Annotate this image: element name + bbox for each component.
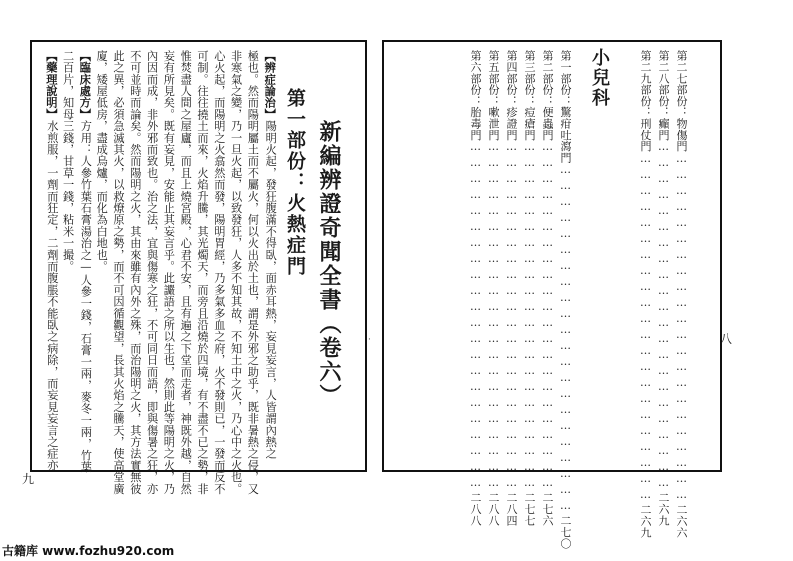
toc-page-number: 二六六 [675, 503, 688, 538]
book-title: 新編辨證奇聞全書（卷六） [316, 120, 342, 408]
toc-label: 第二八部份：癲門 [657, 50, 670, 141]
body-column: 非寒氣之變，乃一旦火起，以致發狂，人多不知其故，不知土中之火，乃心中之火也。 [229, 50, 243, 495]
body-column: 內因而成，非外邪而致也。治之法，宜與傷寒之狂，不可同日而語，即與傷暑之狂，亦 [145, 50, 159, 495]
toc-item[interactable] [523, 50, 536, 527]
toc-page-number: 二七〇 [559, 515, 572, 549]
toc-page-number: 二八八 [469, 492, 482, 527]
toc-label: 第三部份：痘瘡門 [523, 50, 536, 141]
toc-page-number: 二七七 [523, 492, 536, 527]
body-column: 廈，矮屋低房，盡成烏爐，而化為白地也。 [95, 50, 109, 273]
toc-item[interactable] [487, 50, 500, 527]
toc-label: 第二部份：便蟲門 [541, 50, 554, 141]
page-number-left: 八 [720, 332, 733, 346]
footer-watermark: 古籍库 www.fozhu920.com [2, 544, 175, 558]
body-column: 【臨床處方】方用：人參竹葉石膏湯治之—人參一錢，石膏一兩，麥冬一兩，竹葉 [78, 50, 93, 474]
body-column: 惟焚盡人間之屋廬，而且上燒宮殿，心君不安，且有遍之下堂而走者，神既外越，自然 [179, 50, 193, 495]
toc-leader-dots: ………………………………………………………… [505, 140, 518, 493]
toc-leader-dots: ………………………………………………………… [541, 140, 554, 493]
toc-leader-dots: ………………………………………………………… [639, 151, 652, 504]
toc-leader-dots: ………………………………………………………… [657, 140, 670, 493]
toc-label: 第六部份：胎毒門 [469, 50, 482, 141]
body-column: 心火起，而陽明之火翕然而發，陽明胃經，乃多氣多血之府，火不發則已，一發而反不 [212, 50, 226, 495]
toc-item[interactable] [657, 50, 670, 527]
toc-leader-dots: ………………………………………………………… [487, 140, 500, 493]
toc-item[interactable] [559, 50, 572, 549]
body-column: 【辨症論治】陽明火起，發狂腹滿不得臥，面赤耳熱，妄見妄言，人皆謂內熱之 [263, 50, 278, 460]
section-title-pediatrics: 小兒科 [589, 48, 610, 108]
toc-leader-dots: ………………………………………………………… [675, 151, 688, 504]
toc-label: 第四部份：疹證門 [505, 50, 518, 141]
body-column: 極也。然而陽明屬土而不屬火，何以火出於土也，謂是外邪之助乎，既非暑熱之侵，又 [246, 50, 260, 495]
body-column: 不可並時而論矣。然而陽明之火，其由來雖有內外之殊，而治陽明之火，其方法實無彼 [128, 50, 142, 495]
body-column: 妄有所見矣。既有妄見，安能止其妄言乎。此讝語之所以生也，然則此等陽明之火，乃 [162, 50, 176, 495]
toc-page-number: 二七六 [541, 492, 554, 527]
toc-leader-dots: ………………………………………………………… [523, 140, 536, 493]
toc-page-number: 二八八 [487, 492, 500, 527]
toc-label: 第二七部份：物傷門 [675, 50, 688, 152]
toc-item[interactable] [675, 50, 688, 538]
toc-item[interactable] [541, 50, 554, 527]
section-tag: 【藥理說明】 [44, 50, 59, 121]
toc-leader-dots: ………………………………………………………… [469, 140, 482, 493]
toc-page-number: 二六九 [639, 503, 652, 538]
toc-label: 第二九部份：刑仗門 [639, 50, 652, 152]
section-tag: 【辨症論治】 [263, 50, 278, 121]
body-column: 此之異，必須急滅其火，以救燎原之勢，而不可因循觀望，長其火焰之騰天，使高堂廣 [112, 50, 125, 495]
chapter-title: 第一部份：火熱症門 [284, 88, 306, 277]
spine-mark: · [368, 335, 371, 345]
toc-page-number: 二八四 [505, 492, 518, 527]
body-column: 可制。往往撓土而來，火焰升騰，其光燭天，而旁且沿燒於四境，有不盡不已之勢，非 [196, 50, 209, 495]
toc-page-number: 二六九 [657, 492, 670, 527]
toc-item[interactable] [505, 50, 518, 527]
body-column: 二百片，知母三錢，甘草一錢，粘米一撮。 [61, 50, 75, 273]
toc-item[interactable] [639, 50, 652, 538]
toc-leader-dots: ………………………………………………………… [559, 163, 572, 515]
section-tag: 【臨床處方】 [78, 50, 93, 121]
toc-label: 第五部份：嗽泄門 [487, 50, 500, 141]
body-column: 【藥理說明】水煎服，一劑而狂定，二劑而腹脹不能臥之病除，而妄見妄言之症亦 [44, 50, 59, 472]
page-number-right: 九 [22, 472, 35, 486]
toc-item[interactable] [469, 50, 482, 527]
toc-label: 第一部份：驚疳吐瀉門 [559, 50, 572, 163]
